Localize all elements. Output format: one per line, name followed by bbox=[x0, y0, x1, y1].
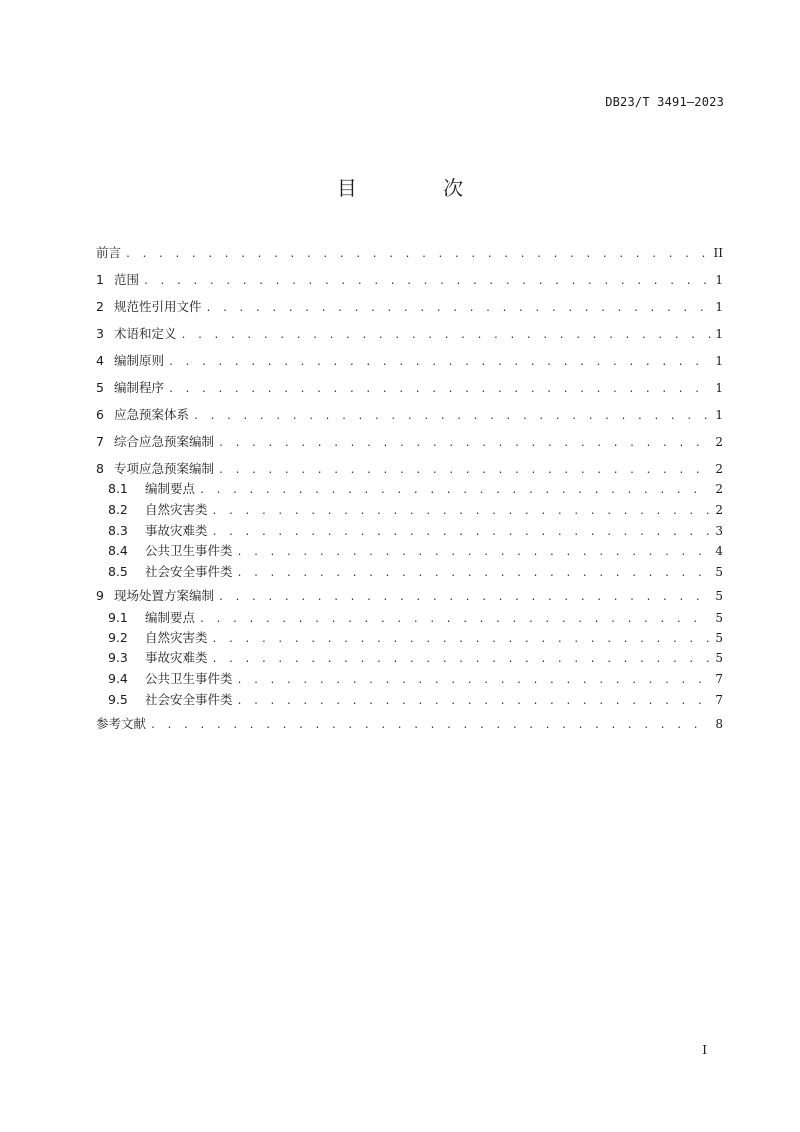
toc-number: 4 bbox=[96, 353, 104, 368]
toc-label: 专项应急预案编制 bbox=[114, 461, 215, 476]
toc-entry-foreword[interactable] bbox=[96, 243, 723, 261]
toc-page: 1 bbox=[715, 354, 723, 368]
toc-number: 9.2 bbox=[108, 630, 128, 645]
toc-label: 规范性引用文件 bbox=[114, 299, 202, 314]
toc-number: 9.1 bbox=[108, 610, 128, 625]
toc-label: 编制要点 bbox=[145, 610, 196, 625]
toc-number: 8.2 bbox=[108, 502, 128, 517]
toc-entry-8-1[interactable] bbox=[96, 479, 723, 497]
toc-entry-8-3[interactable] bbox=[96, 521, 723, 539]
toc-entry-5[interactable] bbox=[96, 378, 723, 396]
toc-number: 9 bbox=[96, 588, 104, 603]
toc-entry-9-4[interactable] bbox=[96, 669, 723, 687]
toc-label: 公共卫生事件类 bbox=[145, 671, 233, 686]
toc-leader bbox=[237, 696, 712, 707]
toc-number: 9.3 bbox=[108, 650, 128, 665]
toc-number: 8.1 bbox=[108, 481, 128, 496]
toc-page: 7 bbox=[715, 693, 723, 707]
toc-leader bbox=[237, 568, 712, 579]
toc-label: 社会安全事件类 bbox=[145, 564, 233, 579]
toc-page: 1 bbox=[715, 327, 723, 341]
toc-entry-9-3[interactable] bbox=[96, 648, 723, 666]
toc-entry-9-5[interactable] bbox=[96, 690, 723, 708]
toc-leader bbox=[237, 675, 712, 686]
toc-page: 2 bbox=[715, 462, 723, 476]
toc-entry-8-2[interactable] bbox=[96, 500, 723, 518]
toc-page: 2 bbox=[715, 503, 723, 517]
toc-label: 范围 bbox=[114, 272, 140, 287]
toc-number: 3 bbox=[96, 326, 104, 341]
toc-number: 6 bbox=[96, 407, 104, 422]
document-code: DB23/T 3491—2023 bbox=[605, 95, 724, 109]
toc-leader bbox=[212, 527, 712, 538]
toc-label: 编制原则 bbox=[114, 353, 165, 368]
toc-entry-references[interactable] bbox=[96, 714, 723, 732]
toc-leader bbox=[199, 614, 711, 625]
toc-entry-3[interactable] bbox=[96, 324, 723, 342]
toc-page: 5 bbox=[715, 631, 723, 645]
toc-label: 社会安全事件类 bbox=[145, 692, 233, 707]
toc-number: 8.3 bbox=[108, 523, 128, 538]
toc-page: 5 bbox=[715, 611, 723, 625]
toc-label: 事故灾难类 bbox=[145, 523, 208, 538]
toc-leader bbox=[218, 438, 711, 449]
toc-page: 4 bbox=[715, 544, 723, 558]
toc-leader bbox=[212, 634, 712, 645]
toc-leader bbox=[168, 384, 711, 395]
toc-label: 术语和定义 bbox=[114, 326, 177, 341]
toc-entry-9-1[interactable] bbox=[96, 608, 723, 626]
toc-leader bbox=[212, 506, 712, 517]
toc-entry-8-4[interactable] bbox=[96, 541, 723, 559]
toc-page: 3 bbox=[715, 524, 723, 538]
toc-page: II bbox=[713, 246, 723, 260]
toc-number: 8.4 bbox=[108, 543, 128, 558]
toc-label: 编制程序 bbox=[114, 380, 165, 395]
toc-page: 1 bbox=[715, 300, 723, 314]
toc-leader bbox=[125, 249, 710, 260]
toc-page: 8 bbox=[715, 717, 723, 731]
page-number: I bbox=[702, 1043, 707, 1057]
toc-page: 2 bbox=[715, 435, 723, 449]
toc-entry-9-2[interactable] bbox=[96, 628, 723, 646]
toc-entry-8-5[interactable] bbox=[96, 562, 723, 580]
toc-leader bbox=[199, 485, 711, 496]
toc-label: 自然灾害类 bbox=[145, 502, 208, 517]
toc-leader bbox=[212, 654, 712, 665]
toc-leader bbox=[150, 720, 711, 731]
toc-number: 5 bbox=[96, 380, 104, 395]
toc-number: 9.4 bbox=[108, 671, 128, 686]
toc-leader bbox=[168, 357, 711, 368]
toc-label: 前言 bbox=[96, 245, 122, 260]
toc-page: 1 bbox=[715, 408, 723, 422]
toc-entry-4[interactable] bbox=[96, 351, 723, 369]
toc-entry-9[interactable] bbox=[96, 586, 723, 604]
toc-leader bbox=[181, 330, 712, 341]
toc-entry-8[interactable] bbox=[96, 459, 723, 477]
toc-leader bbox=[237, 547, 712, 558]
toc-number: 2 bbox=[96, 299, 104, 314]
toc-page: 1 bbox=[715, 381, 723, 395]
toc-title: 目 次 bbox=[336, 176, 504, 200]
toc-entry-1[interactable] bbox=[96, 270, 723, 288]
toc-leader bbox=[143, 276, 711, 287]
toc-entry-7[interactable] bbox=[96, 432, 723, 450]
toc-leader bbox=[218, 592, 711, 603]
toc-label: 事故灾难类 bbox=[145, 650, 208, 665]
toc-page: 5 bbox=[715, 565, 723, 579]
toc-number: 1 bbox=[96, 272, 104, 287]
toc-leader bbox=[193, 411, 711, 422]
toc-number: 8 bbox=[96, 461, 104, 476]
toc-number: 7 bbox=[96, 434, 104, 449]
toc-entry-2[interactable] bbox=[96, 297, 723, 315]
toc-page: 5 bbox=[715, 651, 723, 665]
toc-label: 应急预案体系 bbox=[114, 407, 190, 422]
toc-page: 2 bbox=[715, 482, 723, 496]
toc-label: 参考文献 bbox=[96, 716, 147, 731]
toc-label: 公共卫生事件类 bbox=[145, 543, 233, 558]
toc-leader bbox=[206, 303, 712, 314]
toc-number: 9.5 bbox=[108, 692, 128, 707]
toc-label: 编制要点 bbox=[145, 481, 196, 496]
toc-label: 现场处置方案编制 bbox=[114, 588, 215, 603]
toc-label: 自然灾害类 bbox=[145, 630, 208, 645]
toc-leader bbox=[218, 465, 711, 476]
toc-entry-6[interactable] bbox=[96, 405, 723, 423]
toc-page: 7 bbox=[715, 672, 723, 686]
toc-label: 综合应急预案编制 bbox=[114, 434, 215, 449]
toc-page: 5 bbox=[715, 589, 723, 603]
toc-number: 8.5 bbox=[108, 564, 128, 579]
toc-page: 1 bbox=[715, 273, 723, 287]
